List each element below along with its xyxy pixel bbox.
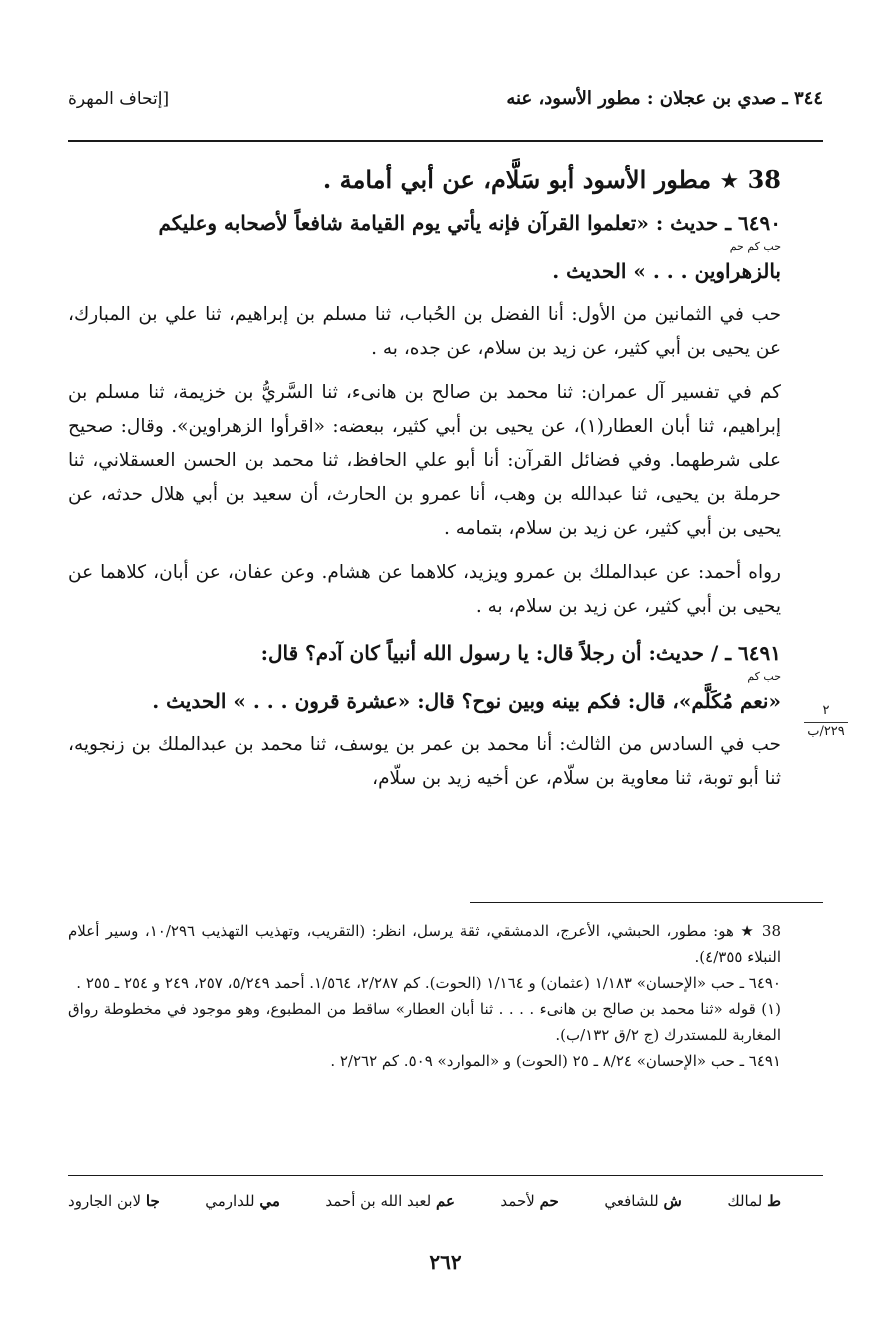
- abbrev-item: ش للشافعي: [604, 1192, 682, 1210]
- entry-heading: [68, 158, 781, 204]
- manuscript-folio-note: [796, 702, 856, 741]
- abbrev-item: مي للدارمي: [205, 1192, 280, 1210]
- folio-note-bottom: ٢٢٩/ب: [804, 722, 848, 741]
- abbrev-item: حم لأحمد: [500, 1192, 559, 1210]
- header-rule: [68, 140, 823, 142]
- entry-number: 38: [747, 165, 781, 194]
- star-icon: ★: [719, 169, 740, 194]
- hadith-6490: [68, 206, 781, 288]
- footnote-entry-38: 38 ★ هو: مطور، الحبشي، الأعرج، الدمشقي، ثقة يرسل، انظر: (التقريب، وتهذيب التهذيب ١٠/٢٩٦، وسير أعلام النبلاء ٤/٣٥٥).: [68, 922, 781, 966]
- abbreviation-rule: [68, 1175, 823, 1176]
- entry-title: مطور الأسود أبو سَلَّام، عن أبي أمامة .: [322, 165, 712, 194]
- paragraph-hibban-6491: حب في السادس من الثالث: أنا محمد بن عمر بن يوسف، ثنا محمد بن عبدالملك بن زنجويه، ثنا أبو توبة، ثنا معاوية بن سلّام، عن أخيه زيد بن سلّام،: [68, 734, 781, 789]
- main-text: [68, 158, 781, 796]
- hadith-6490-line1: ٦٤٩٠ ـ حديث : «تعلموا القرآن فإنه يأتي يوم القيامة شافعاً لأصحابه وعليكم: [158, 211, 781, 235]
- abbrev-item: عم لعبد الله بن أحمد: [325, 1192, 455, 1210]
- footnote-6491: ٦٤٩١ ـ حب «الإحسان» ٨/٢٤ ـ ٢٥ (الحوت) و «الموارد» ٥٠٩. كم ٢/٢٦٢ .: [330, 1052, 781, 1070]
- hadith-6491-sigla: حب كم: [747, 670, 781, 683]
- paragraph-hakim: كم في تفسير آل عمران: ثنا محمد بن صالح بن هانىء، ثنا السَّريُّ بن خزيمة، ثنا مسلم بن إبراهيم، ثنا أبان العطار(١)، عن يحيى بن أبي كثير، ببعضه: «اقرأوا الزهراوين». وقال: صحيح على شرطهما. وفي فضائل القرآن: أنا أبو علي الحافظ، ثنا محمد بن الحسن العسقلاني، ثنا حرملة بن يحيى، ثنا عبدالله بن وهب، أنا عمرو بن الحارث، أن سعيد بن أبي هلال حدثه، عن يحيى بن أبي كثير، عن زيد بن سلام، بتمامه .: [68, 382, 781, 539]
- running-header-book-title: [إتحاف المهرة: [68, 89, 170, 109]
- folio-note-top: ٢: [822, 703, 830, 718]
- hadith-6491-line2: «نعم مُكَلَّم»، قال: فكم بينه وبين نوح؟ قال: «عشرة قرون . . . » الحديث .: [152, 689, 781, 713]
- hadith-6490-line2: بالزهراوين . . . » الحديث .: [552, 259, 781, 283]
- footnote-6490: ٦٤٩٠ ـ حب «الإحسان» ١/١٨٣ (عثمان) و ١/١٦٤ (الحوت). كم ٢/٢٨٧، ١/٥٦٤. أحمد ٥/٢٤٩، ٢٥٧، ٢٤٩ و ٢٥٤ ـ ٢٥٥ .: [76, 974, 781, 992]
- footnote-rule: [470, 902, 823, 903]
- hadith-6491-line1: ٦٤٩١ ـ / حديث: أن رجلاً قال: يا رسول الله أنبياً كان آدم؟ قال:: [260, 641, 781, 665]
- running-header: [68, 88, 823, 122]
- abbreviation-key: [68, 1192, 781, 1210]
- page-number: ٢٦٢: [429, 1250, 462, 1274]
- abbrev-item: ط لمالك: [727, 1192, 781, 1210]
- running-header-chapter: ٣٤٤ ـ صدي بن عجلان : مطور الأسود، عنه: [506, 88, 823, 109]
- hadith-6491: [68, 636, 781, 718]
- hadith-6490-sigla: حب كم حم: [729, 240, 781, 253]
- paragraph-ahmad: رواه أحمد: عن عبدالملك بن عمرو ويزيد، كلاهما عن هشام. وعن عفان، عن أبان، كلاهما عن يحيى بن أبي كثير، عن زيد بن سلام، به .: [68, 562, 781, 617]
- paragraph-hibban: حب في الثمانين من الأول: أنا الفضل بن الحُباب، ثنا مسلم بن إبراهيم، ثنا علي بن المبارك، عن يحيى بن أبي كثير، عن زيد بن سلام، عن جده، به .: [68, 304, 781, 359]
- footnotes: [68, 918, 781, 1074]
- abbrev-item: جا لابن الجارود: [68, 1192, 160, 1210]
- footnote-1: (١) قوله «ثنا محمد بن صالح بن هانىء . . . . ثنا أبان العطار» ساقط من المطبوع، وهو موجود في مخطوطة رواق المغاربة للمستدرك (ج ٢/ق ١٣٢/ب).: [68, 1000, 781, 1044]
